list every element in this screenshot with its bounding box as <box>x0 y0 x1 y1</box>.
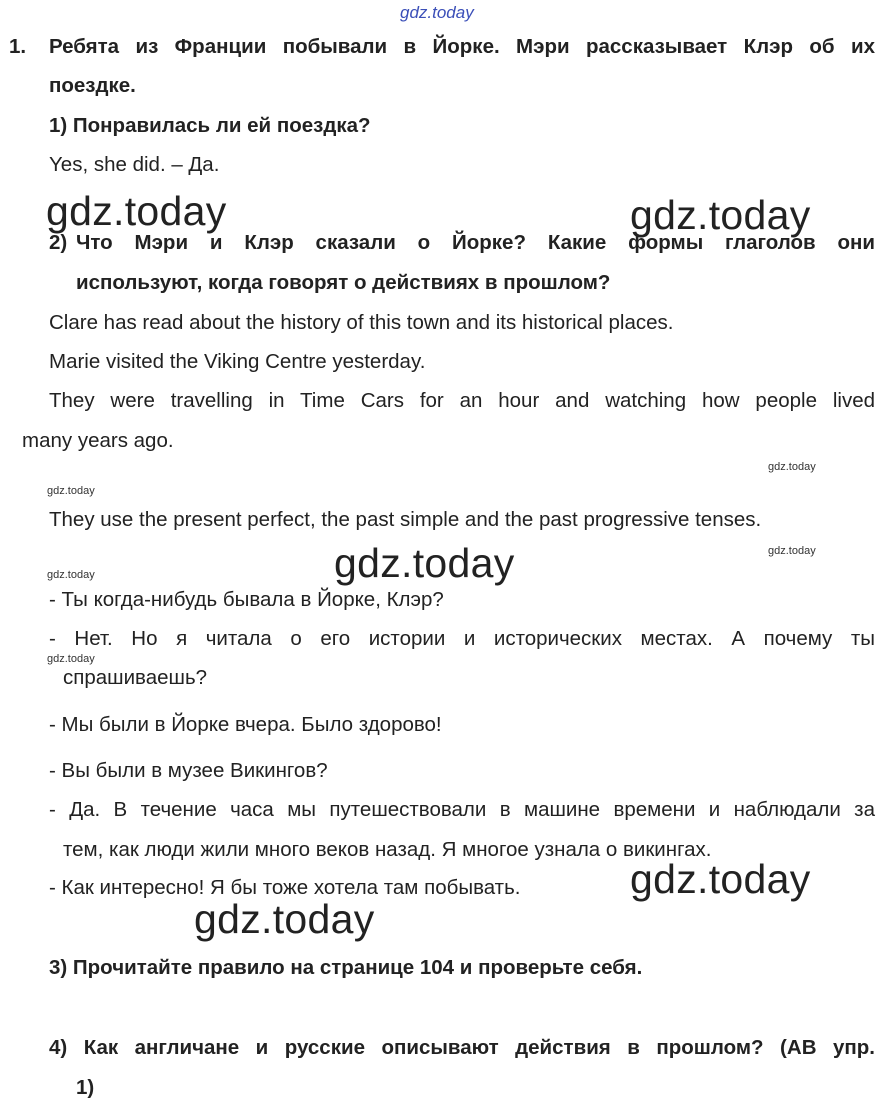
watermark-top: gdz.today <box>400 3 474 22</box>
dialogue-line: - Вы были в музее Викингов? <box>49 759 328 782</box>
watermark-small: gdz.today <box>47 485 95 497</box>
watermark-small: gdz.today <box>768 461 816 473</box>
watermark-large: gdz.today <box>46 188 227 234</box>
question-2-line1: Что Мэри и Клэр сказали о Йорке? Какие формы глаголов они <box>76 231 875 254</box>
question-4-line2: 1) <box>76 1076 95 1099</box>
question-3: 3) Прочитайте правило на странице 104 и проверьте себя. <box>49 956 643 979</box>
dialogue-line: спрашиваешь? <box>63 666 208 689</box>
answer-2-line: Clare has read about the history of this town and its historical places. <box>49 311 674 334</box>
watermark-large: gdz.today <box>334 540 515 586</box>
answer-1: Yes, she did. – Да. <box>49 153 220 176</box>
dialogue-line: - Нет. Но я читала о его истории и исторических местах. А почему ты <box>49 627 875 650</box>
answer-2-line: They use the present perfect, the past simple and the past progressive tenses. <box>49 508 762 531</box>
question-2-line2: используют, когда говорят о действиях в прошлом? <box>76 271 611 294</box>
dialogue-line: - Как интересно! Я бы тоже хотела там побывать. <box>49 876 521 899</box>
dialogue-line: тем, как люди жили много веков назад. Я многое узнала о викингах. <box>63 838 712 861</box>
task-intro-line2: поездке. <box>49 74 136 97</box>
dialogue-line: - Да. В течение часа мы путешествовали в машине времени и наблюдали за <box>49 798 875 821</box>
watermark-small: gdz.today <box>47 569 95 581</box>
answer-2-line: Marie visited the Viking Centre yesterday. <box>49 350 426 373</box>
watermark-large: gdz.today <box>194 896 375 942</box>
question-1: 1) Понравилась ли ей поездка? <box>49 114 371 137</box>
task-intro-line1: Ребята из Франции побывали в Йорке. Мэри рассказывает Клэр об их <box>49 35 875 58</box>
question-2-number: 2) <box>49 231 68 254</box>
watermark-large: gdz.today <box>630 856 811 902</box>
task-number: 1. <box>9 35 27 58</box>
dialogue-line: - Ты когда-нибудь бывала в Йорке, Клэр? <box>49 588 444 611</box>
question-4-line1: 4) Как англичане и русские описывают действия в прошлом? (АВ упр. <box>49 1036 875 1059</box>
watermark-small: gdz.today <box>768 545 816 557</box>
answer-2-line: many years ago. <box>22 429 174 452</box>
answer-2-line: They were travelling in Time Cars for an hour and watching how people lived <box>49 389 875 412</box>
dialogue-line: - Мы были в Йорке вчера. Было здорово! <box>49 713 442 736</box>
watermark-small: gdz.today <box>47 653 95 665</box>
watermark-large: gdz.today <box>630 192 811 238</box>
